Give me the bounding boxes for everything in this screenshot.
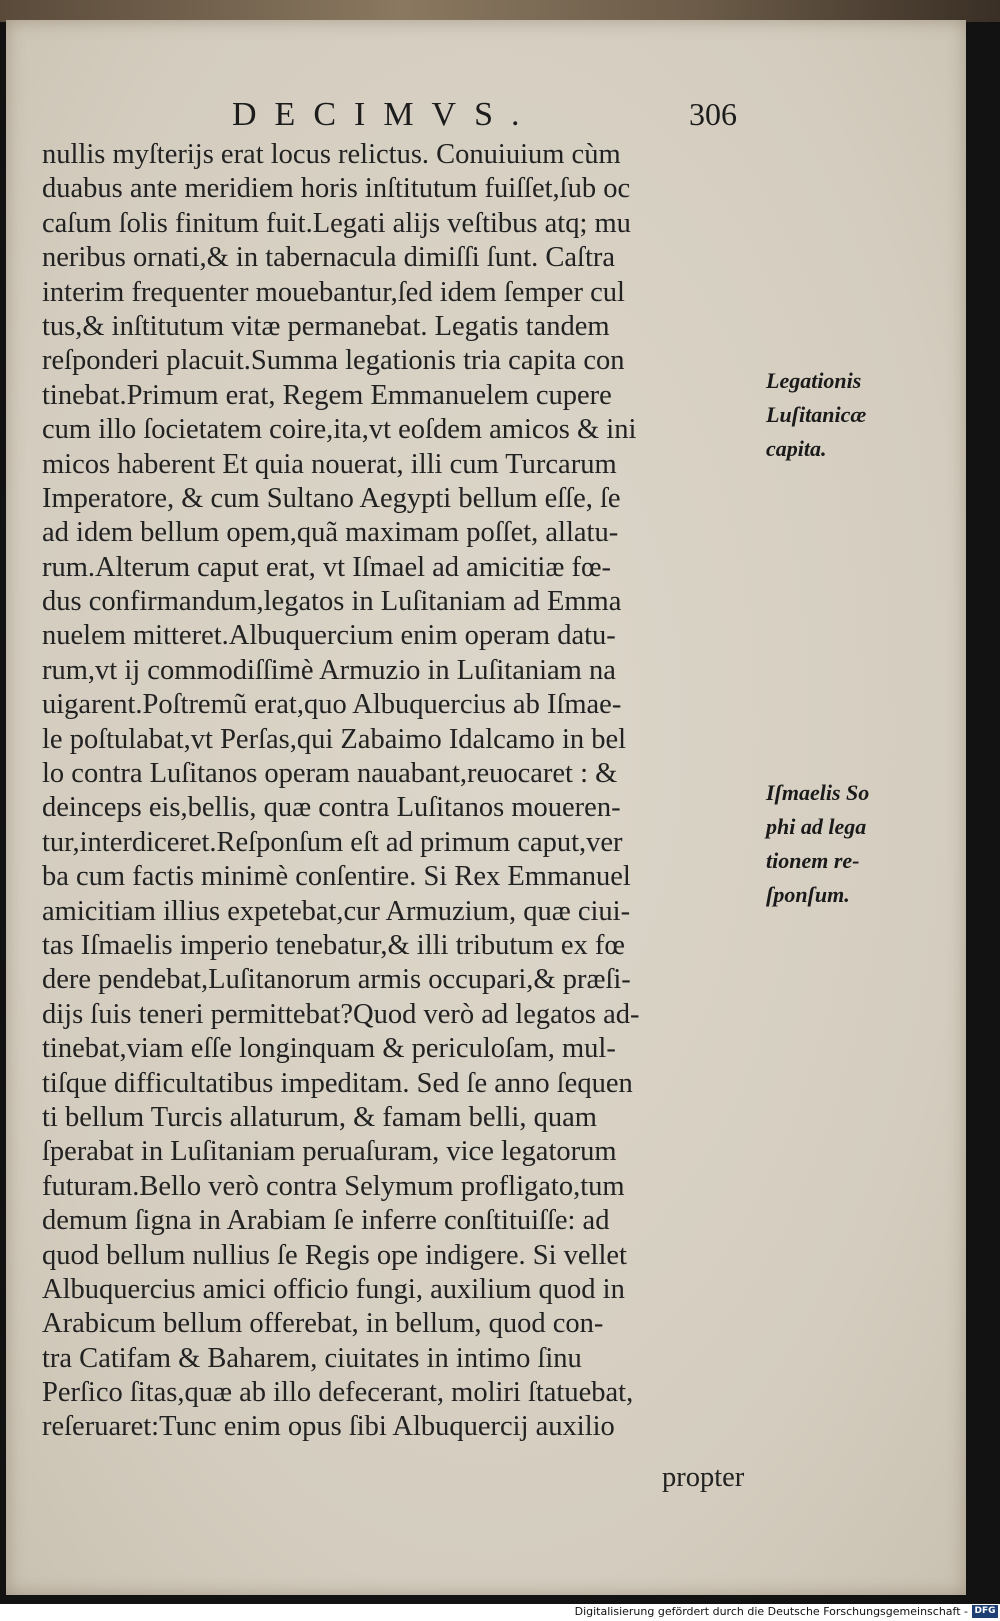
- text-line: amicitiam illius expetebat,cur Armuzium, quæ ciui-: [42, 895, 631, 927]
- margin-note-line: Luſitanicæ: [766, 402, 867, 427]
- text-line: ba cum factis minimè conſentire. Si Rex Emmanuel: [42, 861, 631, 893]
- text-line: caſum ſolis finitum fuit.Legati alijs veſtibus atq; mu: [42, 207, 631, 239]
- text-line: demum ſigna in Arabiam ſe inferre conſtituiſſe: ad: [42, 1205, 610, 1237]
- text-line: dere pendebat,Luſitanorum armis occupari,& præſi-: [42, 964, 631, 996]
- margin-note-line: phi ad lega: [766, 814, 867, 839]
- text-line: tinebat,viam eſſe longinquam & periculoſam, mul-: [42, 1033, 616, 1065]
- text-line: nuelem mitteret.Albuquercium enim operam datu-: [42, 620, 616, 652]
- text-line: nullis myſterijs erat locus relictus. Conuiuium cùm: [42, 139, 621, 170]
- catchword: propter: [662, 1462, 745, 1493]
- text-line: micos haberent Et quia nouerat, illi cum Turcarum: [42, 448, 617, 480]
- text-line: tiſque difficultatibus impeditam. Sed ſe anno ſequen: [42, 1067, 633, 1099]
- text-line: tus,& inſtitutum vitæ permanebat. Legatis tandem: [42, 310, 610, 342]
- scan-top-edge: [0, 0, 1000, 22]
- text-line: duabus ante meridiem horis inſtitutum fuiſſet,ſub oc: [42, 173, 631, 205]
- text-line: lo contra Luſitanos operam nauabant,reuocaret : &: [42, 758, 618, 790]
- text-line: tra Catifam & Baharem, ciuitates in intimo ſinu: [42, 1342, 582, 1374]
- margin-note-legation: [766, 364, 966, 466]
- text-line: tur,interdiceret.Reſponſum eſt ad primum caput,ver: [42, 826, 623, 858]
- text-line: cum illo ſocietatem coire,ita,vt eoſdem amicos & ini: [42, 414, 637, 446]
- text-line: tas Iſmaelis imperio tenebatur,& illi tributum ex fœ: [42, 929, 625, 961]
- text-line: rum.Alterum caput erat, vt Iſmael ad amicitiæ fœ-: [42, 551, 612, 583]
- text-line: Imperatore, & cum Sultano Aegypti bellum eſſe, ſe: [42, 482, 621, 514]
- page-number: 306: [689, 96, 737, 132]
- text-line: tinebat.Primum erat, Regem Emmanuelem cupere: [42, 379, 612, 411]
- margin-note-line: capita.: [766, 436, 827, 461]
- text-line: quod bellum nullius ſe Regis ope indigere. Si vellet: [42, 1239, 627, 1271]
- text-line: neribus ornati,& in tabernacula dimiſſi ſunt. Caſtra: [42, 242, 616, 274]
- text-line: dijs ſuis teneri permittebat?Quod verò ad legatos ad-: [42, 998, 640, 1030]
- text-line: reſponderi placuit.Summa legationis tria capita con: [42, 345, 625, 377]
- text-line: interim frequenter mouebantur,ſed idem ſemper cul: [42, 276, 625, 308]
- text-line: dus confirmandum,legatos in Luſitaniam ad Emma: [42, 586, 622, 618]
- digitization-credit: Digitalisierung gefördert durch die Deutsche Forschungsgemeinschaft -: [574, 1605, 968, 1618]
- text-line: ad idem bellum opem,quã maximam poſſet, allatu-: [42, 517, 619, 549]
- margin-note-line: Iſmaelis So: [766, 780, 870, 805]
- margin-note-line: Legationis: [766, 368, 862, 393]
- margin-note-line: tionem re-: [766, 848, 860, 873]
- text-line: futuram.Bello verò contra Selymum profligato,tum: [42, 1170, 625, 1202]
- text-line: reſeruaret:Tunc enim opus ſibi Albuquercij auxilio: [42, 1411, 615, 1443]
- margin-note-response: [766, 776, 966, 912]
- text-line: deinceps eis,bellis, quæ contra Luſitanos moueren-: [42, 792, 621, 824]
- text-line: ti bellum Turcis allaturum, & famam belli, quam: [42, 1101, 597, 1133]
- dfg-logo: DFG: [972, 1605, 998, 1618]
- text-line: Perſico ſitas,quæ ab illo defecerant, moliri ſtatuebat,: [42, 1377, 634, 1409]
- text-line: ſperabat in Luſitaniam peruaſuram, vice legatorum: [42, 1136, 617, 1168]
- book-page: [6, 20, 966, 1595]
- text-line: uigarent.Poſtremũ erat,quo Albuquercius ab Iſmae-: [42, 689, 622, 721]
- text-line: rum,vt ij commodiſſimè Armuzio in Luſitaniam na: [42, 654, 616, 686]
- running-head: DECIMVS.: [232, 96, 538, 133]
- text-line: Albuquercius amici officio fungi, auxilium quod in: [42, 1273, 625, 1305]
- text-line: le poſtulabat,vt Perſas,qui Zabaimo Idalcamo in bel: [42, 723, 627, 755]
- margin-note-line: ſponſum.: [766, 882, 850, 907]
- body-text: [42, 138, 762, 1445]
- text-line: Arabicum bellum offerebat, in bellum, quod con-: [42, 1308, 604, 1340]
